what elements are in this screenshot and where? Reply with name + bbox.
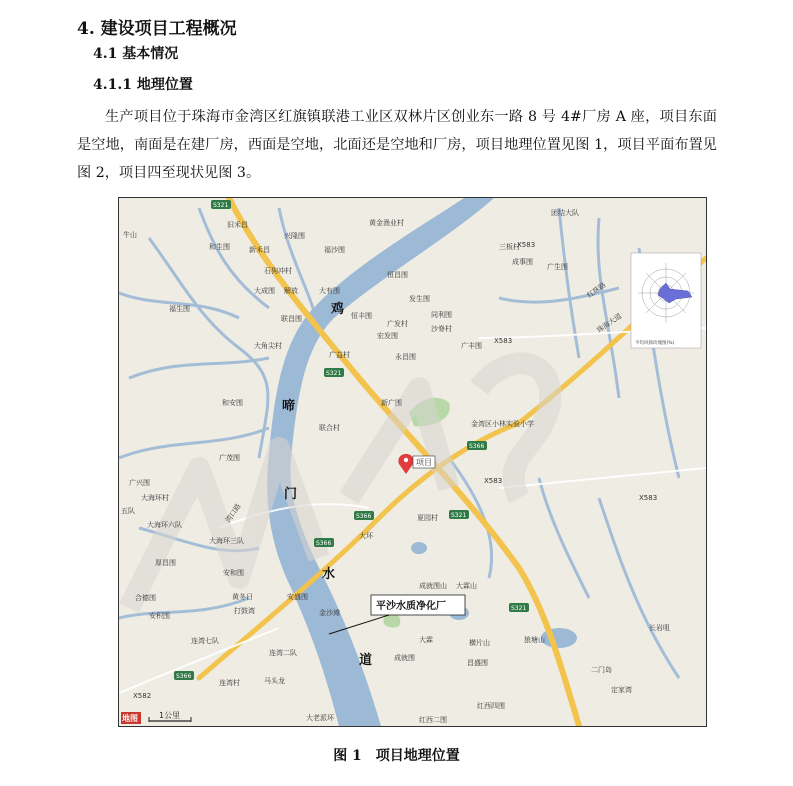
place-label: 二门岛 [591,666,612,674]
place-label: 长岩咀 [649,624,670,632]
figure-caption: 图 1 项目地理位置 [333,748,460,764]
place-label: 安盛围 [287,593,308,601]
road-shield [211,200,231,209]
place-label: 金沙滩 [319,609,340,617]
plant-label: 平沙水质净化厂 [376,601,446,612]
place-label: 发生围 [409,295,430,303]
waterway-char: 道 [359,653,373,668]
place-label: 大角尖村 [254,342,282,350]
subsection-heading: 4.1 基本情况 [93,46,179,62]
map-logo [121,712,141,724]
place-label: 安和围 [223,569,244,577]
place-label: 马头龙 [264,677,285,685]
place-label: 沙脊村 [431,325,452,333]
map-canvas [119,198,706,726]
place-label: 恒昌围 [387,271,408,279]
place-label: 连湾七队 [191,637,219,645]
place-label: 合德围 [135,594,156,602]
road-label: X583 [484,477,503,485]
road-shield [467,441,487,450]
place-label: 解放 [284,287,298,295]
waterway-char: 门 [284,487,298,502]
place-label: 新广围 [381,399,402,407]
place-label: 安积围 [149,612,170,620]
project-label: 项目 [416,458,432,467]
waterway-char: 水 [322,567,336,582]
place-label: 连湾村 [219,679,240,687]
svg-text:S366: S366 [176,673,192,680]
place-label: 黄冬日 [232,593,253,601]
place-label: 大成围 [254,287,275,295]
place-label: 永昌围 [395,353,416,361]
place-label: 大海环三队 [209,537,244,545]
place-label: 大老派环 [306,714,334,722]
place-label: 旧禾昌 [227,221,248,229]
place-label: 大有围 [319,287,340,295]
road-label: X582 [133,692,152,700]
place-label: 成事围 [512,258,533,266]
scale-label: 1公里 [159,711,181,720]
road-label: X583 [517,241,536,249]
windrose-caption: 平均风频玫瑰图(%) [635,341,675,346]
wind-rose [631,253,701,348]
place-label: 兴隆围 [284,232,305,240]
svg-text:S366: S366 [469,443,485,450]
place-label: 恒丰围 [351,312,372,320]
place-label: 五队 [121,507,135,515]
road-shield [314,538,334,547]
place-label: 成就围山 [419,582,447,590]
svg-text:S321: S321 [511,605,527,612]
svg-text:S321: S321 [326,370,342,377]
place-label: 狼塘山 [524,636,545,644]
road-label: X583 [494,337,513,345]
place-label: 广丰围 [461,342,482,350]
place-label: 新禾昌 [249,246,270,254]
place-label: 夏园村 [417,514,438,522]
place-label: 团结大队 [551,209,579,217]
place-label: 福沙围 [324,246,345,254]
place-label: 打鼓湾 [234,607,255,615]
place-label: 大霖山 [456,582,477,590]
location-paragraph: 生产项目位于珠海市金湾区红旗镇联港工业区双林片区创业东一路 8 号 4#厂房 A 座，项目东面是空地，南面是在建厂房，西面是空地，北面还是空地和厂房，项目地理位置见图 1，项目平面布置见图 2，项目四至现状见图 3。 [77,109,717,181]
place-label: 联合村 [319,424,340,432]
logo-label: 地图 [122,714,138,723]
place-label: 连湾二队 [269,649,297,657]
place-label: 广生围 [547,263,568,271]
place-label: 三板村 [499,243,520,251]
svg-text:S321: S321 [451,512,467,519]
place-label: 黄金渔业村 [369,219,404,227]
road-shield [354,511,374,520]
place-label: 宏发围 [377,332,398,340]
road-shield [174,671,194,680]
waterway-char: 啼 [282,399,296,414]
road-shield [449,510,469,519]
place-label: 和生围 [209,243,230,251]
place-label: 定家湾 [611,686,632,694]
svg-text:S366: S366 [356,513,372,520]
place-label: 厚昌围 [155,559,176,567]
place-label: 和安围 [222,399,243,407]
road-label: 珠海大道 [595,312,624,335]
place-label: 联昌围 [281,315,302,323]
subsubsection-heading: 4.1.1 地理位置 [93,77,193,93]
section-heading: 4. 建设项目工程概况 [77,19,237,39]
road-shield [509,603,529,612]
place-label: 金湾区小林实验小学 [471,420,534,428]
place-label: 大霖 [419,636,433,644]
place-label: 成就围 [394,654,415,662]
location-map [118,197,707,727]
place-label: 同利围 [431,311,452,319]
place-label: 广发村 [387,320,408,328]
place-label: 大海环六队 [147,521,182,529]
road-shield [324,368,344,377]
svg-text:S321: S321 [213,202,229,209]
place-label: 大海环村 [141,494,169,502]
road-label: 红珠路 [585,281,608,300]
waterway-char: 鸡 [331,302,345,317]
place-label: 福生围 [169,305,190,313]
place-label: 红西二围 [419,716,447,724]
place-label: 广茂围 [219,454,240,462]
place-label: 广兴围 [129,479,150,487]
road-label: X583 [639,494,658,502]
place-label: 红西四围 [477,702,505,710]
place-label: 石狗冲村 [264,267,292,275]
place-label: 广益村 [329,351,350,359]
place-label: 牛山 [123,231,137,239]
place-label: 横片山 [469,639,490,647]
svg-text:S366: S366 [316,540,332,547]
place-label: 昌盛围 [467,659,488,667]
place-label: 大环 [359,532,373,540]
road-label: 湾口路 [224,502,243,525]
